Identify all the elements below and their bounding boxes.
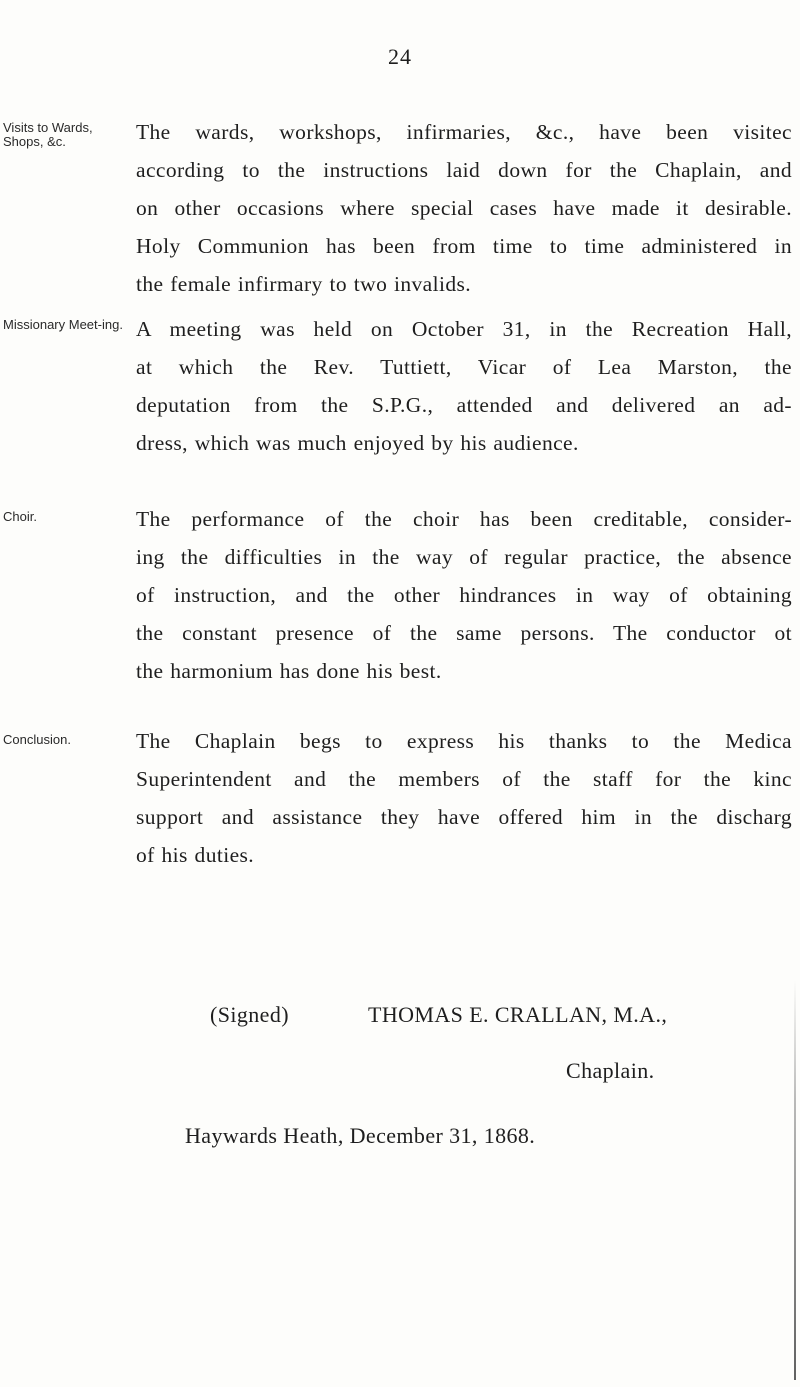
text-line: support and assistance they have offered him in the discharg <box>136 805 792 829</box>
text-line: according to the instructions laid down for the Chaplain, and <box>136 158 792 182</box>
text-line: Superintendent and the members of the staff for the kinc <box>136 767 792 791</box>
text-line: of instruction, and the other hindrances in way of obtaining <box>136 583 792 607</box>
scan-edge-shadow <box>794 980 796 1380</box>
text-line: The performance of the choir has been creditable, consider- <box>136 507 792 531</box>
sidenote-visits: Visits to Wards, Shops, &c. <box>3 120 93 149</box>
text-line: A meeting was held on October 31, in the Recreation Hall, <box>136 317 792 341</box>
paragraph-conclusion <box>136 722 792 874</box>
text-line: ing the difficulties in the way of regular practice, the absence <box>136 545 792 569</box>
text-line: The wards, workshops, infirmaries, &c., have been visitec <box>136 120 792 144</box>
sidenote-missionary-meeting: Missionary Meet-ing. <box>3 317 123 332</box>
text-line: at which the Rev. Tuttiett, Vicar of Lea Marston, the <box>136 355 792 379</box>
text-line: deputation from the S.P.G., attended and delivered an ad- <box>136 393 792 417</box>
sidenote-choir: Choir. <box>3 509 37 524</box>
place-date: Haywards Heath, December 31, 1868. <box>185 1123 536 1148</box>
text-line: Holy Communion has been from time to time administered in <box>136 234 792 258</box>
signer-name: THOMAS E. CRALLAN, M.A., <box>368 1002 668 1027</box>
text-line: on other occasions where special cases have made it desirable. <box>136 196 792 220</box>
signed-label: (Signed) <box>210 1002 289 1027</box>
page-number: 24 <box>388 44 412 69</box>
sidenote-conclusion: Conclusion. <box>3 732 71 747</box>
paragraph-missionary-meeting <box>136 310 792 462</box>
paragraph-visits <box>136 113 792 303</box>
signer-title: Chaplain. <box>566 1058 655 1083</box>
text-line: the harmonium has done his best. <box>136 659 442 683</box>
text-line: dress, which was much enjoyed by his audience. <box>136 431 579 455</box>
text-line: the female infirmary to two invalids. <box>136 272 472 296</box>
paragraph-choir <box>136 500 792 690</box>
text-line: the constant presence of the same persons. The conductor ot <box>136 621 792 645</box>
text-line: The Chaplain begs to express his thanks to the Medica <box>136 729 792 753</box>
text-line: of his duties. <box>136 843 255 867</box>
